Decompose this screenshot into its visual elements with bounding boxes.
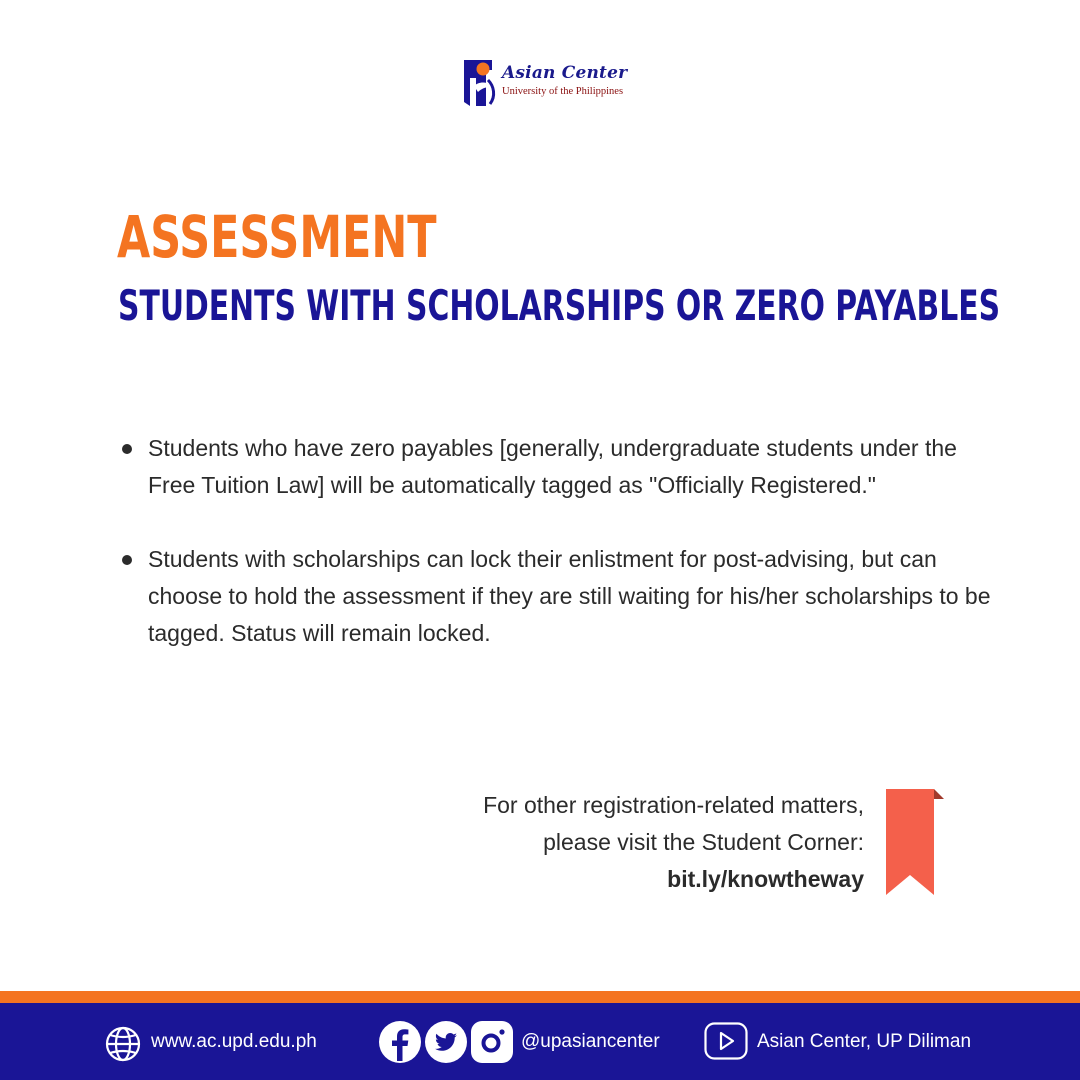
note-line-2: please visit the Student Corner:: [543, 829, 864, 855]
youtube-channel-link[interactable]: Asian Center, UP Diliman: [757, 1031, 972, 1052]
bullet-dot-icon: [122, 444, 132, 454]
facebook-icon[interactable]: [379, 1021, 421, 1063]
list-item: [120, 541, 1000, 652]
bullet-text: Students with scholarships can lock their enlistment for post-advising, but can choose to hold the assessment if they are still waiting for his/her scholarships to be tagged. Status will remain locked.: [148, 546, 991, 646]
footer-accent-stripe: [0, 991, 1080, 1003]
youtube-play-icon[interactable]: [704, 1022, 748, 1060]
bullet-dot-icon: [122, 555, 132, 565]
student-corner-link[interactable]: bit.ly/knowtheway: [667, 866, 864, 892]
logo-subtitle: University of the Philippines: [502, 86, 624, 97]
bookmark-ribbon-icon: [886, 789, 944, 895]
asian-center-logo: [462, 56, 632, 110]
page-title: ASSESSMENT: [117, 203, 437, 271]
info-bullet-list: [120, 430, 1000, 652]
note-line-1: For other registration-related matters,: [483, 792, 864, 818]
page-subtitle: STUDENTS WITH SCHOLARSHIPS OR ZERO PAYABLES: [118, 281, 1001, 330]
social-handle[interactable]: @upasiancenter: [521, 1031, 660, 1052]
globe-icon: [104, 1025, 142, 1063]
student-corner-note: [483, 787, 864, 898]
bullet-text: Students who have zero payables [generally, undergraduate students under the Free Tuition Law] will be automatically tagged as "Officially Registered.": [148, 435, 957, 498]
asian-center-emblem-icon: [462, 56, 500, 108]
logo-title: Asian Center: [502, 63, 628, 83]
twitter-icon[interactable]: [425, 1021, 467, 1063]
website-link[interactable]: www.ac.upd.edu.ph: [151, 1031, 317, 1052]
instagram-icon[interactable]: [471, 1021, 513, 1063]
list-item: [120, 430, 1000, 504]
footer-bar: [0, 1003, 1080, 1080]
